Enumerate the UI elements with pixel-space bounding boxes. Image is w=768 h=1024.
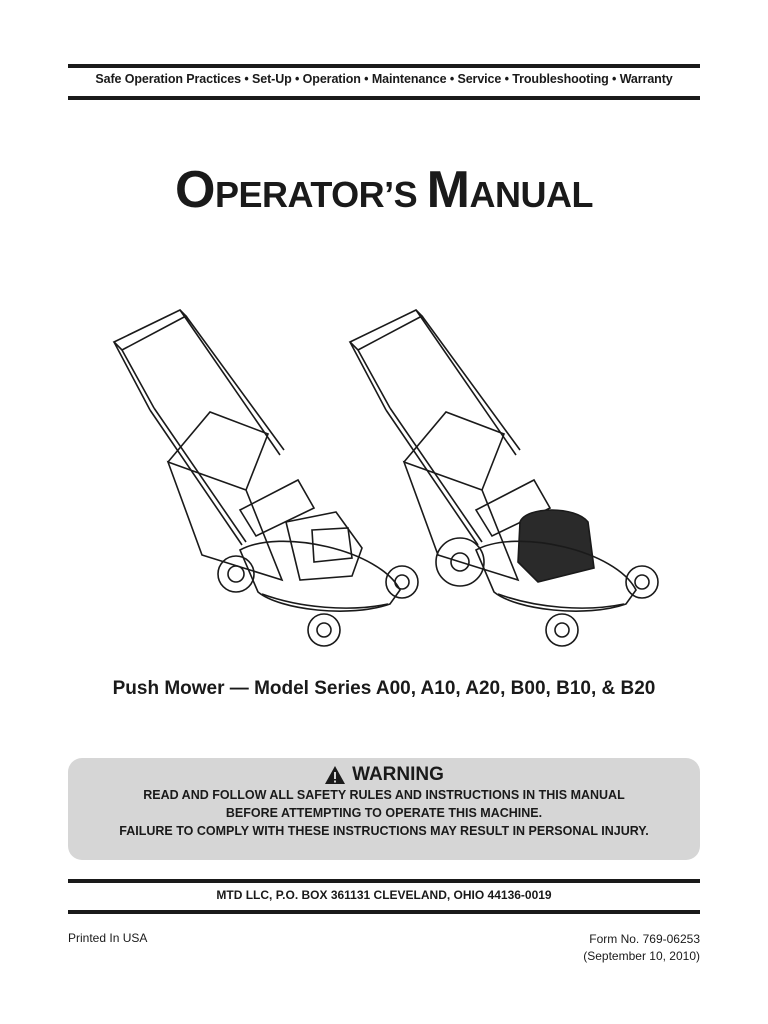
section-navigation-text: Safe Operation Practices • Set-Up • Operation • Maintenance • Service • Troubleshooting • Warranty (95, 72, 673, 86)
top-rule-upper (68, 64, 700, 68)
printed-in-text: Printed In USA (68, 931, 148, 945)
title-anual: ANUAL (469, 174, 593, 215)
mower-illustrations (90, 300, 680, 660)
form-number-block (583, 931, 700, 965)
top-rule-lower (68, 96, 700, 100)
form-number: Form No. 769-06253 (589, 932, 700, 946)
warning-heading (68, 764, 700, 786)
push-mower-left-icon (114, 310, 418, 646)
footer-rule-upper (68, 879, 700, 883)
warning-line-1: READ AND FOLLOW ALL SAFETY RULES AND INSTRUCTIONS IN THIS MANUAL (143, 788, 625, 802)
company-address: MTD LLC, P.O. BOX 361131 CLEVELAND, OHIO 44136-0019 (216, 888, 552, 902)
warning-triangle-icon (324, 765, 346, 785)
title-perator: PERATOR (214, 174, 385, 215)
form-date: (September 10, 2010) (583, 949, 700, 963)
warning-box (68, 758, 700, 860)
title-m: M (426, 161, 470, 219)
warning-heading-text: WARNING (352, 764, 444, 785)
warning-line-2: BEFORE ATTEMPTING TO OPERATE THIS MACHINE. (225, 806, 543, 820)
warning-line-3: FAILURE TO COMPLY WITH THESE INSTRUCTIONS MAY RESULT IN PERSONAL INJURY. (119, 824, 649, 838)
title-possessive: ’S (384, 174, 427, 215)
page-title (0, 160, 768, 220)
title-o: O (175, 161, 215, 219)
model-series-subtitle: Push Mower — Model Series A00, A10, A20, B00, B10, & B20 (112, 678, 656, 699)
footer-rule-lower (68, 910, 700, 914)
